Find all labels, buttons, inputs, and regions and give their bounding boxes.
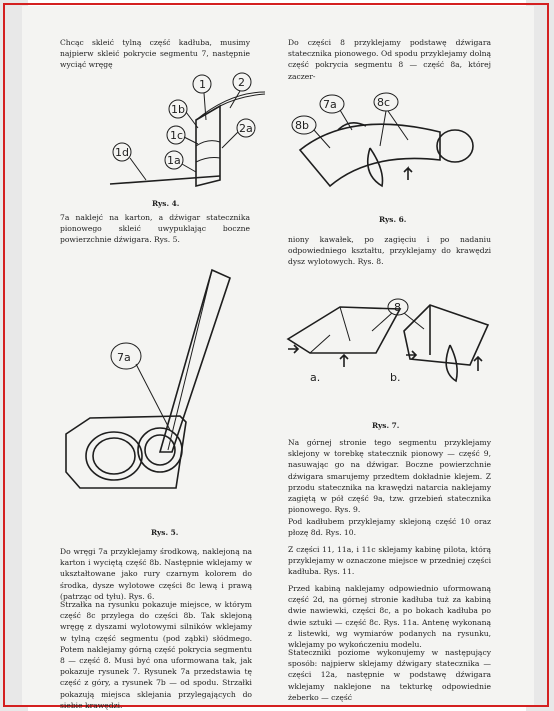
right-paragraph-5: Z części 11, 11a, i 11c sklejamy kabinę pilota, którą przyklejamy w oznaczone miejsce w przedniej części kadłuba. Rys. 11. [288, 545, 491, 577]
right-paragraph-1: Do części 8 przyklejamy podstawę dźwigara statecznika pionowego. Od spodu przyklejamy dolną część pokrycia segmentu 8 — część 8a, której zaczer- [288, 38, 491, 81]
figure-4-label-1b: 1b [171, 103, 185, 116]
figure-7-caption: Rys. 7. [372, 421, 400, 430]
figure-6 [290, 90, 490, 195]
figure-5-caption: Rys. 5. [151, 528, 179, 537]
figure-4 [100, 72, 270, 192]
figure-4-label-1c: 1c [170, 129, 184, 142]
left-paragraph-3: Do wręgi 7a przyklejamy środkową, naklejoną na karton i wyciętą część 8b. Następnie wklejamy w ukształtowane jako rury czarnym kolorem do środka, dysze wylotowe części 8c lewą i prawą (patrząc od tyłu). Rys. 6. [60, 547, 252, 601]
figure-4-label-2: 2 [238, 76, 245, 89]
figure-4-label-1a: 1a [167, 154, 181, 167]
figure-7-label-b: b. [390, 371, 401, 384]
figure-6-caption: Rys. 6. [379, 215, 407, 224]
right-paragraph-3: Na górnej stronie tego segmentu przyklejamy sklejony w torebkę statecznik pionowy — część 9, nasuwając go na dźwigar. Boczne powierzchnie dźwigara smarujemy przedtem dokładnie klejem. Z przodu statecznika na krawędzi natarcia naklejamy zagiętą w pół część 9a, tzw. grzebień statecznika pionowego. Rys. 9. [288, 438, 491, 515]
right-paragraph-2: niony kawałek, po zagięciu i po nadaniu odpowiedniego kształtu, przyklejamy do krawędzi dysz wylotowych. Rys. 8. [288, 235, 491, 267]
figure-5-spar [160, 270, 230, 452]
figure-4-label-1d: 1d [115, 146, 129, 159]
figure-7a-part [288, 307, 400, 353]
left-paragraph-2: 7a naklejć na karton, a dźwigar statecznika pionowego skleić uwypuklając boczne powierzchnie dźwigara. Rys. 5. [60, 213, 250, 245]
figure-7 [280, 295, 495, 395]
figure-6-former [300, 124, 440, 186]
figure-7-label-8: 8 [394, 301, 401, 314]
figure-6-label-8c: 8c [377, 96, 391, 109]
figure-4-segment [196, 106, 220, 186]
figure-5 [60, 262, 250, 512]
figure-6-label-7a: 7a [323, 98, 337, 111]
right-paragraph-6: Przed kabiną naklejamy odpowiednio uformowaną część 2d, na górnej stronie kadłuba tuż za kabiną dwie nawiewki, części 8c, a po bokach kadłuba po dwie sztuki — część 8c. Rys. 11a. Antenę wykonaną z listewki, wg wymiarów podanych na rysunku, wklejamy po wykończeniu modelu. [288, 584, 491, 650]
right-paragraph-4: Pod kadłubem przyklejamy sklejoną część 10 oraz płozę 8d. Rys. 10. [288, 517, 491, 538]
left-paragraph-1: Chcąc skleić tylną część kadłuba, musimy najpierw skleić pokrycie segmentu 7, następnie wyciąć wręgę [60, 38, 250, 70]
figure-4-label-2a: 2a [239, 122, 253, 135]
figure-4-rod [110, 176, 220, 184]
right-paragraph-7: Stateczniki poziome wykonujemy w następujący sposób: najpierw sklejamy dźwigary statecznika — części 12a, następnie w podstawę dźwigara wklejamy naklejone na tekturkę odpowiednie żeberko — część [288, 648, 491, 702]
figure-6-label-8b: 8b [295, 119, 309, 132]
figure-7-label-a: a. [310, 371, 321, 384]
figure-5-label-7a: 7a [117, 351, 131, 364]
figure-4-label-1: 1 [199, 78, 206, 91]
left-paragraph-4: Strzałka na rysunku pokazuje miejsce, w którym część 8c przylega do części 8b. Tak sklejoną wręgę z dyszami wylotowymi silników wklejamy w tylną część segmentu (pod ząbki) słódmego. Potem naklejamy górną część pokrycia segmentu 8 — część 8. Musi być ona uformowana tak, jak pokazuje rysunek 7. Rysunek 7a przedstawia tę część z góry, a rysunek 7b — od spodu. Strzałki pokazują miejsca sklejania przylegających do siebie krawędzi. [60, 600, 252, 710]
figure-4-caption: Rys. 4. [152, 199, 180, 208]
